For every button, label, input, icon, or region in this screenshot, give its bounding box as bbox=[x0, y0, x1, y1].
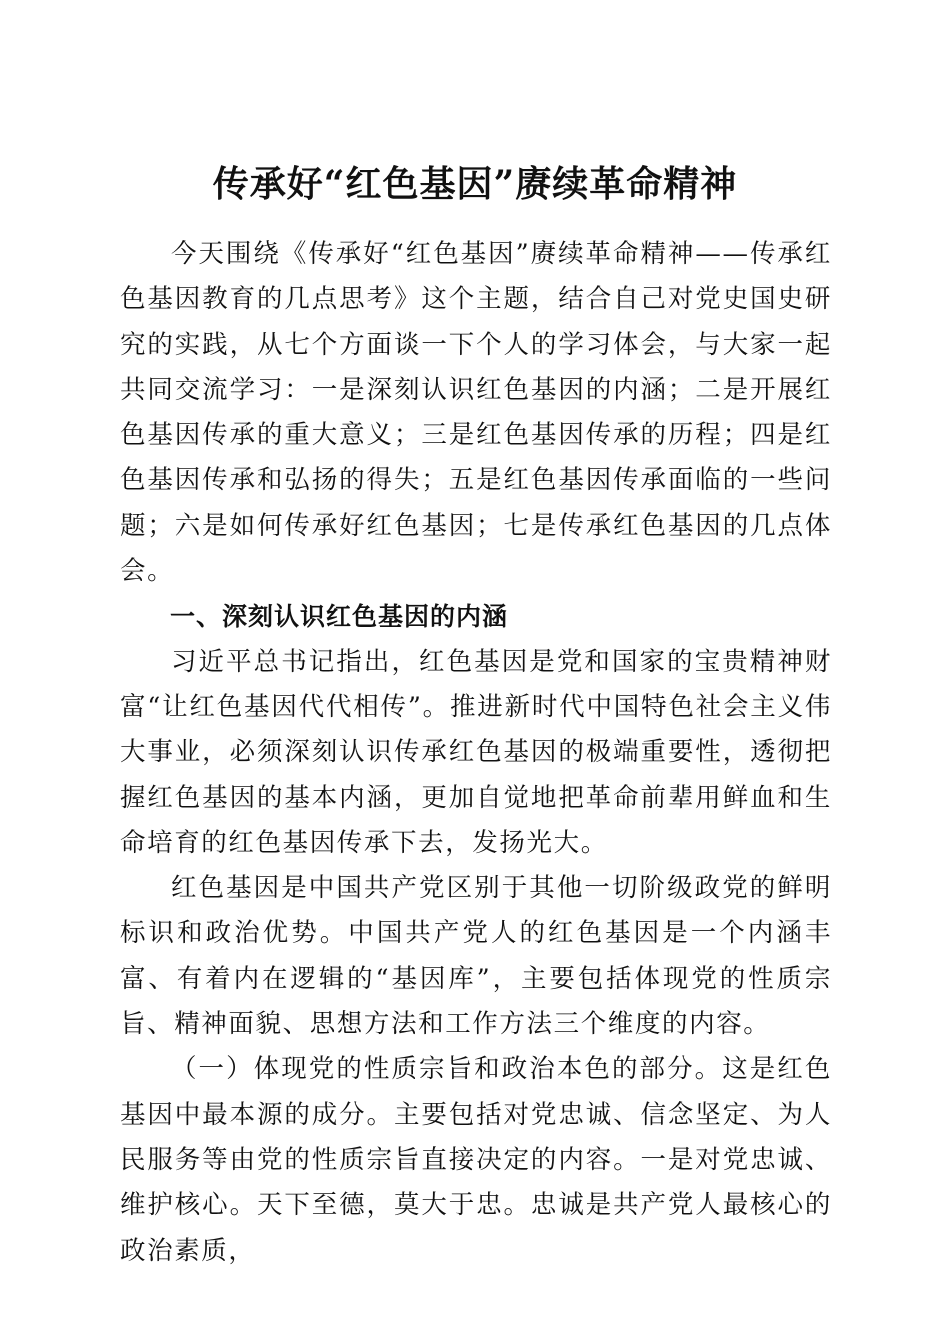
paragraph-4-text: 这是红色基因中最本源的成分。主要包括对党忠诚、信念坚定、为人民服务等由党的性质宗旨直接决定的内容。一是对党忠诚、维护核心。天下至德，莫大于忠。忠诚是共产党人最核心的政治素质， bbox=[120, 1054, 832, 1266]
document-body bbox=[120, 232, 832, 1274]
subsection-heading-1: （一）体现党的性质宗旨和政治本色的部分。 bbox=[171, 1054, 723, 1085]
paragraph-2: 习近平总书记指出，红色基因是党和国家的宝贵精神财富“让红色基因代代相传”。推进新时代中国特色社会主义伟大事业，必须深刻认识传承红色基因的极端重要性，透彻把握红色基因的基本内涵，更加自觉地把革命前辈用鲜血和生命培育的红色基因传承下去，发扬光大。 bbox=[120, 646, 832, 858]
document-title: 传承好“红色基因”赓续革命精神 bbox=[212, 163, 738, 206]
paragraph-4 bbox=[120, 1047, 832, 1273]
paragraph-3: 红色基因是中国共产党区别于其他一切阶级政党的鲜明标识和政治优势。中国共产党人的红色基因是一个内涵丰富、有着内在逻辑的“基因库”，主要包括体现党的性质宗旨、精神面貌、思想方法和工作方法三个维度的内容。 bbox=[120, 873, 832, 1040]
intro-paragraph: 今天围绕《传承好“红色基因”赓续革命精神——传承红色基因教育的几点思考》这个主题，结合自己对党史国史研究的实践，从七个方面谈一下个人的学习体会，与大家一起共同交流学习：一是深刻认识红色基因的内涵；二是开展红色基因传承的重大意义；三是红色基因传承的历程；四是红色基因传承和弘扬的得失；五是红色基因传承面临的一些问题；六是如何传承好红色基因；七是传承红色基因的几点体会。 bbox=[120, 239, 832, 587]
section-heading-1: 一、深刻认识红色基因的内涵 bbox=[170, 602, 509, 632]
